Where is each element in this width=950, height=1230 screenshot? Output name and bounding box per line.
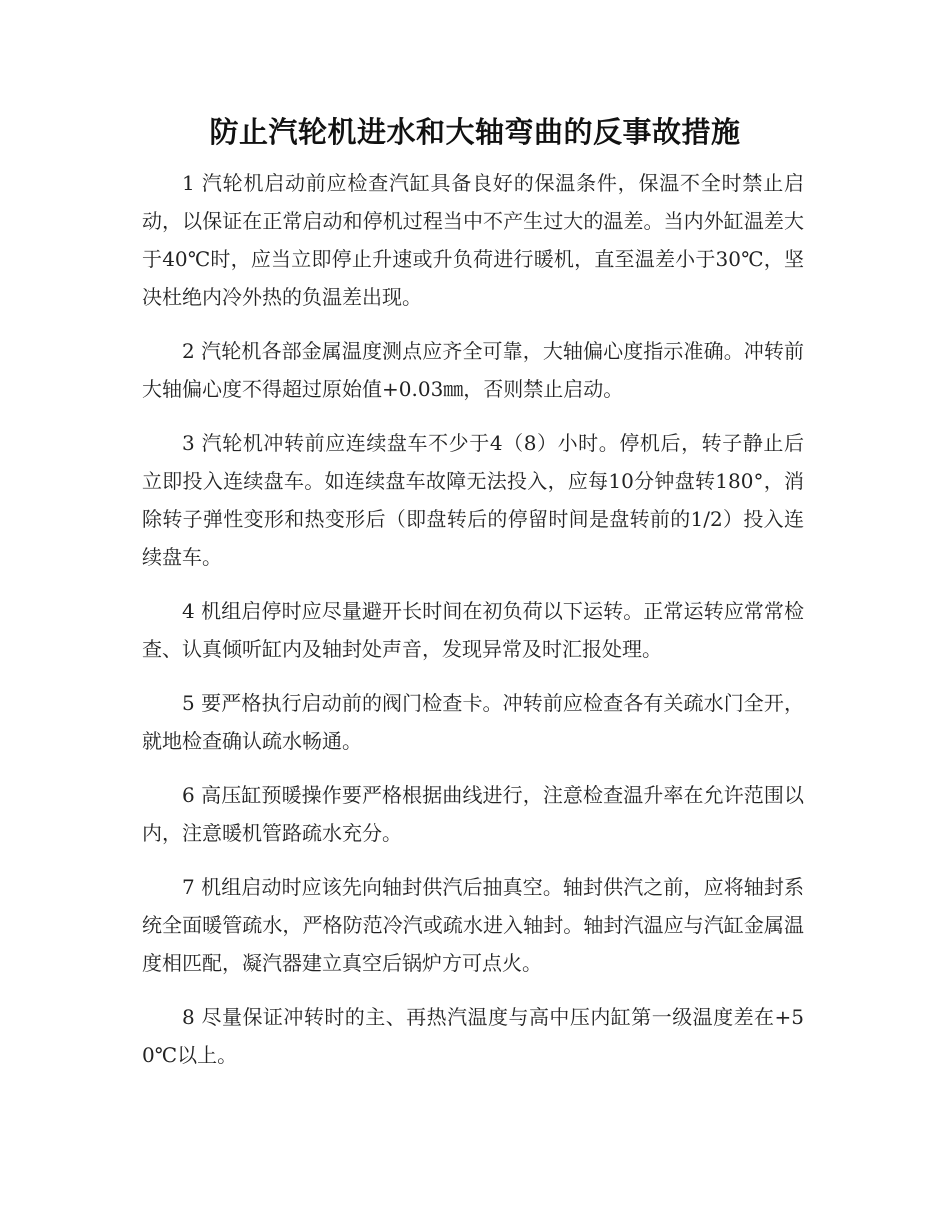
paragraph-3: 3 汽轮机冲转前应连续盘车不少于4（8）小时。停机后，转子静止后立即投入连续盘车。如连续盘车故障无法投入，应每10分钟盘转180°，消除转子弹性变形和热变形后（即盘转后的停留时间是盘转前的1/2）投入连续盘车。 — [142, 431, 804, 569]
paragraph-6: 6 高压缸预暖操作要严格根据曲线进行，注意检查温升率在允许范围以内，注意暖机管路疏水充分。 — [142, 783, 804, 845]
document-body — [142, 164, 804, 1090]
paragraph-5: 5 要严格执行启动前的阀门检查卡。冲转前应检查各有关疏水门全开，就地检查确认疏水畅通。 — [142, 691, 804, 753]
paragraph-1: 1 汽轮机启动前应检查汽缸具备良好的保温条件，保温不全时禁止启动，以保证在正常启动和停机过程当中不产生过大的温差。当内外缸温差大于40℃时，应当立即停止升速或升负荷进行暖机，直至温差小于30℃，坚决杜绝内冷外热的负温差出现。 — [142, 171, 804, 309]
paragraph-4: 4 机组启停时应尽量避开长时间在初负荷以下运转。正常运转应常常检查、认真倾听缸内及轴封处声音，发现异常及时汇报处理。 — [142, 599, 804, 661]
document-title: 防止汽轮机进水和大轴弯曲的反事故措施 — [209, 115, 741, 149]
paragraph-8: 8 尽量保证冲转时的主、再热汽温度与高中压内缸第一级温度差在+50℃以上。 — [142, 1005, 804, 1067]
paragraph-7: 7 机组启动时应该先向轴封供汽后抽真空。轴封供汽之前，应将轴封系统全面暖管疏水，严格防范冷汽或疏水进入轴封。轴封汽温应与汽缸金属温度相匹配，凝汽器建立真空后锅炉方可点火。 — [142, 875, 804, 975]
paragraph-2: 2 汽轮机各部金属温度测点应齐全可靠，大轴偏心度指示准确。冲转前大轴偏心度不得超过原始值+0.03㎜，否则禁止启动。 — [142, 339, 804, 401]
